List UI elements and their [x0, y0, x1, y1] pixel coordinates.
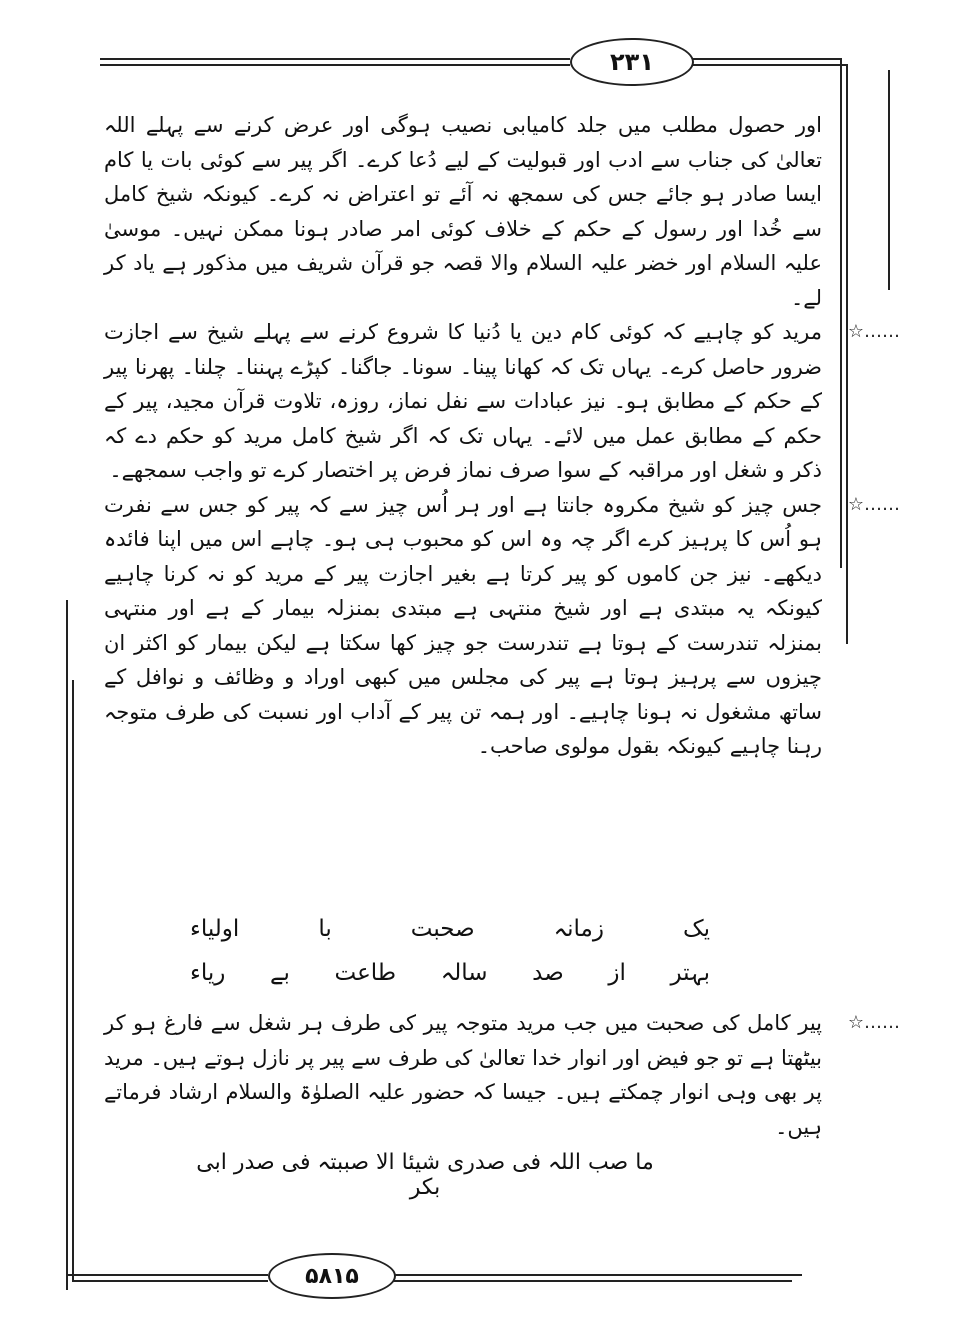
frame-top-line-left	[100, 58, 570, 60]
verse-line-2	[190, 960, 710, 986]
serial-number: ۵۸۱۵	[305, 1263, 359, 1289]
paragraph-1-text: اور حصول مطلب میں جلد کامیابی نصیب ہوگی اور عرض کرنے سے پہلے اللہ تعالیٰ کی جناب سے ادب اور قبولیت کے لیے دُعا کرے۔ اگر پیر سے کوئی بات یا کام ایسا صادر ہو جائے جس کی سمجھ نہ آئے تو اعتراض نہ کرے۔ کیونکہ شیخ کامل سے خُدا اور رسول کے حکم کے خلاف کوئی امر صادر ہونا ممکن نہیں۔ موسیٰ علیہ السلام اور خضر علیہ السلام والا قصہ جو قرآن شریف میں مذکور ہے یاد کر لے۔	[104, 113, 822, 310]
frame-top-line-right	[690, 58, 840, 60]
frame-right-line	[840, 58, 842, 568]
frame-right-line-2	[846, 64, 848, 644]
page-number-oval	[570, 38, 694, 86]
verse-line-1	[190, 916, 710, 942]
verse-word: طاعت	[334, 960, 397, 986]
verse-word: با	[318, 916, 332, 942]
verse-word: ریاء	[190, 960, 226, 986]
paragraph-2	[104, 315, 900, 488]
paragraph-4-text: پیر کامل کی صحبت میں جب مرید متوجہ پیر کی طرف ہر شغل سے فارغ ہو کر بیٹھتا ہے تو جو فیض اور انوار خدا تعالیٰ کی طرف سے پیر پر نازل ہوتے ہیں۔ مرید پر بھی وہی انوار چمکتے ہیں۔ جیسا کہ حضور علیہ الصلوٰۃ والسلام ارشاد فرماتے ہیں۔	[104, 1011, 822, 1139]
frame-left-line-lower	[66, 600, 68, 1290]
verse-word: زمانہ	[553, 916, 604, 942]
verse-word: صحبت	[410, 916, 475, 942]
verse-word: بے	[269, 960, 290, 986]
verse-word: بہتر	[670, 960, 710, 986]
frame-top-line-left-2	[100, 64, 570, 66]
star-bullet-icon: ☆……	[847, 321, 900, 342]
paragraph-3	[104, 488, 900, 764]
star-bullet-icon: ☆……	[847, 1012, 900, 1033]
frame-bottom-line-left	[66, 1274, 268, 1276]
verse-word: یک	[683, 916, 710, 942]
star-bullet-icon: ☆……	[847, 493, 900, 515]
frame-bottom-line-right-2	[392, 1280, 792, 1282]
verse-word: از	[608, 960, 626, 986]
paragraph-4	[104, 1006, 900, 1144]
body-text-continued	[104, 1006, 900, 1144]
paragraph-3-text: جس چیز کو شیخ مکروہ جانتا ہے اور ہر اُس چیز سے کہ پیر کو جس سے نفرت ہو اُس کا پرہیز کرے اگر چہ وہ اس کو محبوب ہی ہو۔ چاہے اس میں اپنا فائدہ دیکھے۔ نیز جن کاموں کو پیر کرتا ہے بغیر اجازت پیر کے مرید کو نہ کرنا چاہیے کیونکہ یہ مبتدی ہے اور شیخ منتہی ہے مبتدی بمنزلہ بیمار کے ہے اور منتہی بمنزلہ تندرست کے ہوتا ہے تندرست جو چیز کھا سکتا ہے لیکن بیمار کو اکثر ان چیزوں سے پرہیز ہوتا ہے پیر کی مجلس میں کبھی اوراد و وظائف و نوافل کے ساتھ مشغول نہ ہونا چاہیے۔ اور ہمہ تن پیر کے آداب اور نسبت کی طرف متوجہ رہنا چاہیے کیونکہ بقول مولوی صاحب۔	[104, 492, 822, 758]
page-number: ۲۳۱	[610, 48, 654, 76]
paragraph-2-text: مرید کو چاہیے کہ کوئی کام دین یا دُنیا کا شروع کرنے سے پہلے شیخ سے اجازت ضرور حاصل کرے۔ یہاں تک کہ کھانا پینا۔ سونا۔ جاگنا۔ کپڑے پہننا۔ چلنا۔ پھرنا پیر کے حکم کے مطابق ہو۔ نیز عبادات سے نفل نماز، روزہ، تلاوت قرآن مجید، پیر کے حکم کے مطابق عمل میں لائے۔ یہاں تک کہ اگر شیخ کامل مرید کو حکم دے کہ ذکر و شغل اور مراقبہ کے سوا صرف نماز فرض پر اختصار کرے تو واجب سمجھے۔	[104, 320, 822, 482]
verse-word: اولیاء	[190, 916, 240, 942]
frame-bottom-line-left-2	[72, 1280, 268, 1282]
paragraph-1	[104, 108, 822, 315]
verse-word: صد	[532, 960, 564, 986]
frame-top-line-right-2	[690, 64, 846, 66]
frame-bottom-line-right	[392, 1274, 802, 1276]
body-text	[104, 108, 900, 764]
serial-number-oval	[268, 1253, 396, 1299]
frame-inner-right-line	[888, 70, 890, 290]
verse-word: سالہ	[440, 960, 488, 986]
frame-left-line-lower-2	[72, 680, 74, 1280]
hadith-line: ما صب اللہ فی صدری شیئا الا صببتہ فی صدر ابی بکر	[196, 1150, 654, 1200]
